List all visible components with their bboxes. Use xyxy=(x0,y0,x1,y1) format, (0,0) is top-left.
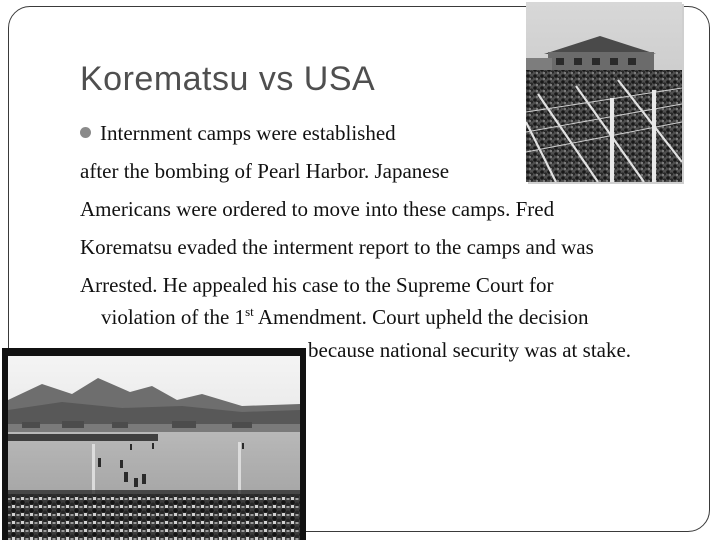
text-line-2: after the bombing of Pearl Harbor. Japanese xyxy=(80,159,450,183)
text-line-6 xyxy=(101,293,589,336)
bullet-line-1 xyxy=(80,114,396,152)
camp-baseball-photo xyxy=(2,348,306,540)
bullet-icon xyxy=(80,127,91,138)
text-line: Internment camps were established xyxy=(100,121,396,145)
text-line-5: Arrested. He appealed his case to the Supreme Court for xyxy=(80,273,554,297)
camp-crowd-photo xyxy=(526,2,682,182)
text-fragment: violation of the 1 xyxy=(101,305,246,329)
text-line-3: Americans were ordered to move into these camps. Fred xyxy=(80,197,555,221)
superscript: st xyxy=(245,304,254,319)
slide-title: Korematsu vs USA xyxy=(80,60,376,98)
text-line-7: because national security was at stake. xyxy=(308,338,632,362)
text-fragment: Amendment. Court upheld the decision xyxy=(253,305,589,329)
text-line-4: Korematsu evaded the interment report to the camps and was xyxy=(80,235,594,259)
